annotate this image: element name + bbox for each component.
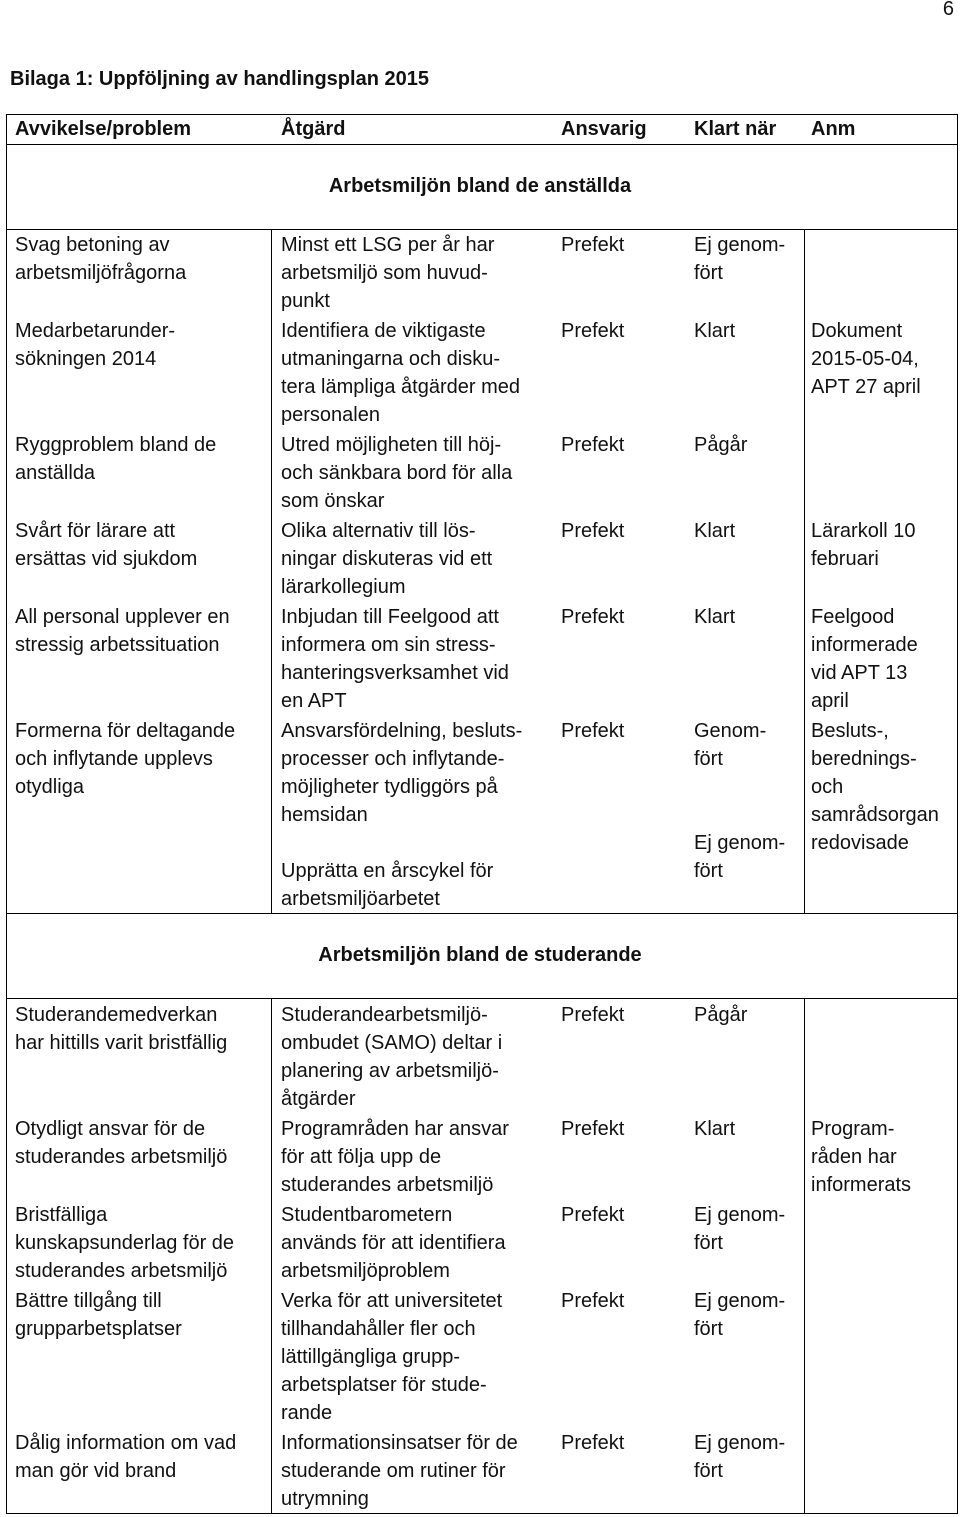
cell-problem: Bättre tillgång till grupparbetsplatser: [15, 1290, 182, 1340]
column-header-problem: Avvikelse/problem: [15, 118, 192, 140]
cell-action: Studerandearbetsmiljö- ombudet (SAMO) deltar i planering av arbetsmiljö- åtgärder: [281, 1004, 503, 1110]
cell-status: Ej genom- fört: [694, 1290, 786, 1340]
section-title-students: Arbetsmiljön bland de studerande: [318, 944, 642, 966]
cell-problem: Formerna för deltagande och inflytande upplevs otydliga: [15, 720, 236, 798]
cell-owner: Prefekt: [561, 520, 625, 542]
cell-action: Informationsinsatser för de studerande om rutiner för utrymning: [281, 1432, 518, 1510]
cell-note: Besluts-, berednings- och samrådsorgan redovisade: [811, 720, 939, 854]
cell-note: Dokument 2015-05-04, APT 27 april: [811, 320, 921, 398]
cell-owner: Prefekt: [561, 606, 625, 628]
cell-status: Ej genom- fört: [694, 234, 786, 284]
cell-problem: Medarbetarunder- sökningen 2014: [15, 320, 176, 370]
cell-status: Klart: [694, 1118, 736, 1140]
document-title: Bilaga 1: Uppföljning av handlingsplan 2015: [10, 68, 429, 90]
column-header-note: Anm: [811, 118, 856, 140]
cell-status: Ej genom- fört: [694, 1204, 786, 1254]
cell-action: Verka för att universitetet tillhandahåller fler och lättillgängliga grupp- arbetsplatser för stude- rande: [281, 1290, 503, 1424]
column-header-done-when: Klart när: [694, 118, 777, 140]
cell-owner: Prefekt: [561, 320, 625, 342]
cell-status: Klart: [694, 320, 736, 342]
cell-problem: Ryggproblem bland de anställda: [15, 434, 217, 484]
cell-owner: Prefekt: [561, 1290, 625, 1312]
cell-problem: Studerandemedverkan har hittills varit bristfällig: [15, 1004, 228, 1054]
cell-problem: All personal upplever en stressig arbetssituation: [15, 606, 230, 656]
cell-status: Klart: [694, 520, 736, 542]
page-number: 6: [942, 0, 954, 20]
cell-problem: Dålig information om vad man gör vid brand: [15, 1432, 237, 1482]
cell-owner: Prefekt: [561, 1004, 625, 1026]
column-header-action: Åtgärd: [281, 118, 346, 140]
cell-owner: Prefekt: [561, 1432, 625, 1454]
cell-status: Genom- fört Ej genom- fört: [694, 720, 786, 882]
cell-action: Ansvarsfördelning, besluts- processer och inflytande- möjligheter tydliggörs på hemsidan Upprätta en årscykel för arbetsmiljöarbetet: [281, 720, 523, 910]
cell-action: Studentbarometern används för att identifiera arbetsmiljöproblem: [281, 1204, 506, 1282]
section-title-staff: Arbetsmiljön bland de anställda: [328, 175, 632, 197]
cell-owner: Prefekt: [561, 434, 625, 456]
cell-owner: Prefekt: [561, 1118, 625, 1140]
cell-action: Olika alternativ till lös- ningar diskuteras vid ett lärarkollegium: [281, 520, 493, 598]
cell-problem: Svårt för lärare att ersättas vid sjukdom: [15, 520, 198, 570]
cell-note: Lärarkoll 10 februari: [811, 520, 916, 570]
cell-owner: Prefekt: [561, 234, 625, 256]
cell-problem: Otydligt ansvar för de studerandes arbetsmiljö: [15, 1118, 228, 1168]
cell-owner: Prefekt: [561, 1204, 625, 1226]
cell-problem: Bristfälliga kunskapsunderlag för de studerandes arbetsmiljö: [15, 1204, 235, 1282]
cell-note: Program- råden har informerats: [811, 1118, 912, 1196]
cell-status: Pågår: [694, 434, 748, 456]
cell-status: Pågår: [694, 1004, 748, 1026]
column-header-owner: Ansvarig: [561, 118, 647, 140]
cell-action: Inbjudan till Feelgood att informera om sin stress- hanteringsverksamhet vid en APT: [281, 606, 509, 712]
cell-action: Identifiera de viktigaste utmaningarna och disku- tera lämpliga åtgärder med personalen: [281, 320, 521, 426]
cell-action: Utred möjligheten till höj- och sänkbara bord för alla som önskar: [281, 434, 513, 512]
cell-owner: Prefekt: [561, 720, 625, 742]
cell-action: Minst ett LSG per år har arbetsmiljö som huvud- punkt: [281, 234, 495, 312]
cell-note: Feelgood informerade vid APT 13 april: [811, 606, 918, 712]
cell-action: Programråden har ansvar för att följa upp de studerandes arbetsmiljö: [281, 1118, 509, 1196]
cell-status: Klart: [694, 606, 736, 628]
cell-problem: Svag betoning av arbetsmiljöfrågorna: [15, 234, 187, 284]
cell-status: Ej genom- fört: [694, 1432, 786, 1482]
